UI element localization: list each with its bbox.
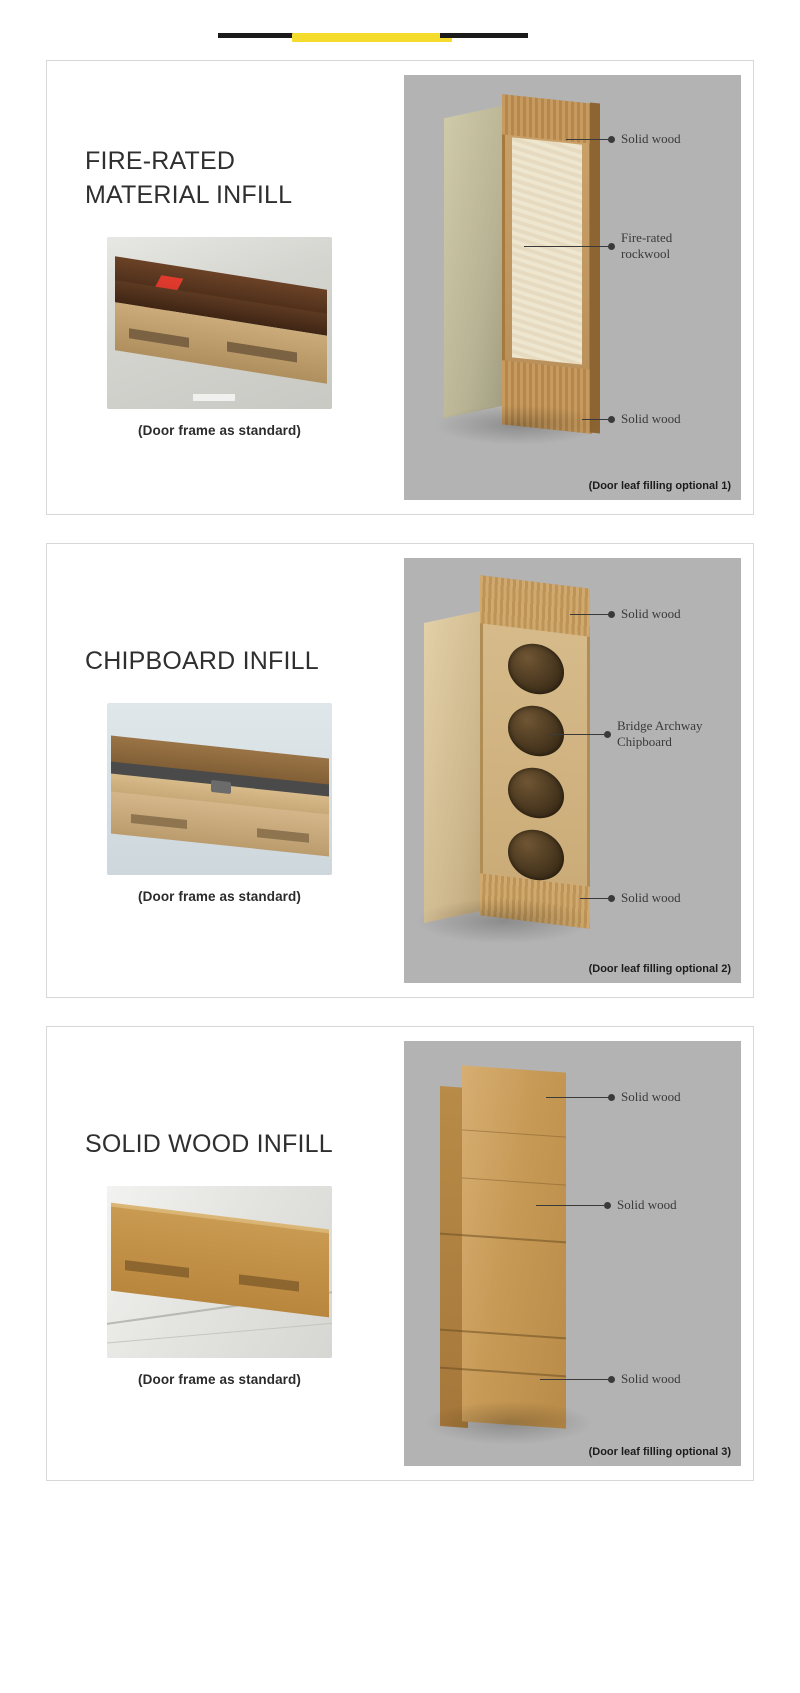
solid-wood-cutaway-diagram [404,1041,741,1466]
section-solid-wood [46,1026,754,1481]
decorative-divider [0,0,800,60]
callout-dot [604,1202,611,1209]
section-fire-rated-right [392,61,753,514]
callout-dot [608,1376,615,1383]
section-chipboard-title [57,645,382,679]
callout-label: Solid wood [621,890,681,905]
callout-dot [604,731,611,738]
callout-fire-rated-rockwool [608,230,672,262]
callout-solid-wood-top [608,606,681,622]
callout-label-line2: rockwool [621,246,671,261]
solid-wood-diagram-caption: (Door leaf filling optional 3) [588,1446,731,1458]
section-chipboard [46,543,754,998]
fire-rated-door-frame-photo [107,237,332,409]
callout-leader-line [582,419,608,420]
callout-label: Solid wood [621,1371,681,1386]
section-solid-wood-right [392,1027,753,1480]
callout-label-line2: Chipboard [617,734,672,749]
chipboard-diagram-caption: (Door leaf filling optional 2) [588,963,731,975]
callout-solid-wood-top [608,1089,681,1105]
callout-solid-wood-top [608,131,681,147]
callout-label [617,718,703,750]
callout-label: Solid wood [621,411,681,426]
callout-label: Solid wood [621,606,681,621]
callout-leader-line [524,246,608,247]
callout-dot [608,611,615,618]
solid-wood-door-frame-photo [107,1186,332,1358]
section-fire-rated-title-line2: MATERIAL INFILL [85,181,293,209]
section-chipboard-right [392,544,753,997]
callout-label-line1: Bridge Archway [617,718,703,733]
section-fire-rated-title [57,145,382,213]
section-fire-rated-title-line1: FIRE-RATED [85,147,236,176]
fire-rated-cutaway-diagram [404,75,741,500]
callout-label-line1: Fire-rated [621,230,673,245]
callout-dot [608,243,615,250]
solid-wood-frame-caption: (Door frame as standard) [138,1371,301,1387]
photo-hinge [211,780,231,794]
callout-leader-line [570,614,608,615]
chipboard-frame-caption: (Door frame as standard) [138,888,301,904]
diagram-drop-shadow [424,1401,594,1445]
diagram-edge-band [590,102,600,433]
diagram-drop-shadow [434,405,604,445]
divider-bar-right [440,33,528,38]
photo-label-tag [193,394,235,401]
callout-dot [608,416,615,423]
section-solid-wood-title-line1: SOLID WOOD INFILL [85,1130,333,1159]
callout-solid-wood-bottom [608,411,681,427]
callout-bridge-archway-chipboard [604,718,703,750]
callout-dot [608,136,615,143]
chipboard-cutaway-diagram [404,558,741,983]
callout-solid-wood-bottom [608,1371,681,1387]
section-fire-rated [46,60,754,515]
callout-leader-line [536,1205,604,1206]
callout-leader-line [540,1379,608,1380]
callout-dot [608,1094,615,1101]
callout-solid-wood-middle [604,1197,677,1213]
fire-rated-diagram-caption: (Door leaf filling optional 1) [588,480,731,492]
callout-leader-line [546,1097,608,1098]
callout-label: Solid wood [621,1089,681,1104]
fire-rated-frame-caption: (Door frame as standard) [138,422,301,438]
callout-leader-line [566,139,608,140]
callout-label: Solid wood [621,131,681,146]
section-fire-rated-left [47,61,392,514]
callout-solid-wood-bottom [608,890,681,906]
section-chipboard-title-line1: CHIPBOARD INFILL [85,647,319,676]
callout-dot [608,895,615,902]
callout-label: Solid wood [617,1197,677,1212]
callout-leader-line [580,898,608,899]
diagram-drop-shadow [414,898,594,944]
callout-leader-line [548,734,604,735]
callout-label [621,230,672,262]
divider-bar-accent [292,33,452,42]
diagram-rockwool-infill [512,137,582,364]
section-chipboard-left [47,544,392,997]
section-solid-wood-title [57,1128,382,1162]
section-solid-wood-left [47,1027,392,1480]
chipboard-door-frame-photo [107,703,332,875]
